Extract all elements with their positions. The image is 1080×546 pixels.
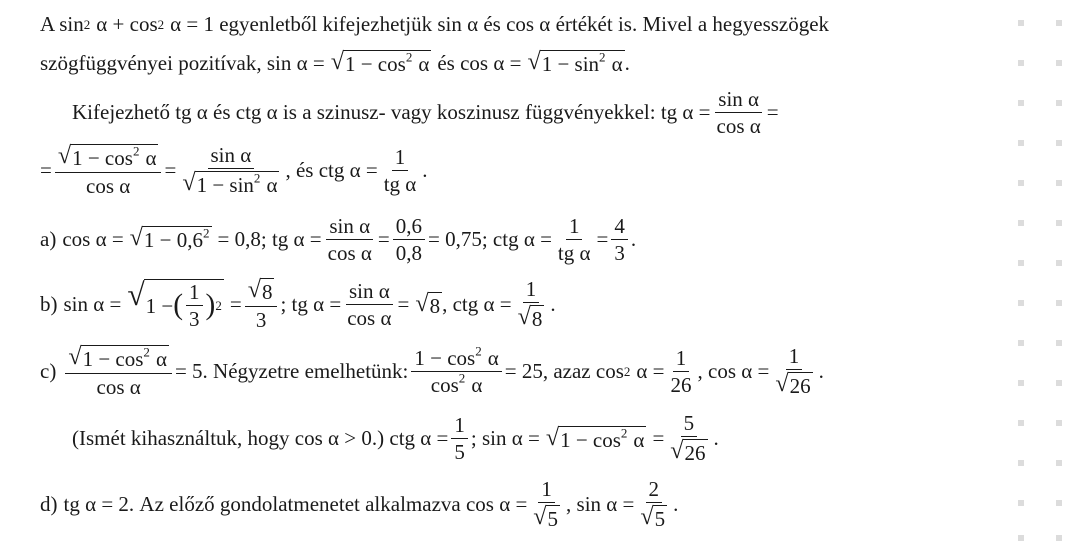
text: = — [652, 426, 665, 451]
text: . — [624, 50, 630, 75]
exercise-a — [40, 215, 636, 264]
text: , ctg α = — [442, 292, 512, 317]
paragraph-tangent — [72, 88, 779, 137]
text: . — [713, 426, 719, 451]
text: = — [164, 158, 177, 183]
fraction: $\frac{1}{\text{tg α}}$ — [383, 145, 417, 197]
text: . — [550, 292, 556, 317]
fraction: $\frac{1}{26}$ — [670, 346, 692, 398]
text: cos α = — [62, 227, 124, 252]
exercise-label: d) — [40, 492, 58, 517]
fraction: √ $1 - \cos^2 \alpha$ cos α — [55, 144, 162, 197]
text: . — [422, 158, 428, 183]
fraction: $\frac{\text{sin α}}{\text{cos α}}$ — [327, 214, 372, 266]
fraction: $\frac{4}{3}$ — [611, 215, 628, 264]
text: = — [766, 100, 779, 125]
sqrt-expression: √ $1 - 0,6^2$ — [129, 224, 210, 253]
sqrt-expression: √ 8 — [415, 289, 441, 318]
fraction: $\frac{1 - \cos^2 \alpha}{\cos^2 \alpha}$ — [411, 347, 501, 396]
text: α + cos — [96, 12, 158, 36]
text: = — [596, 227, 609, 252]
paragraph-tangent-cont — [40, 144, 428, 197]
exercise-label: c) — [40, 359, 57, 384]
text: = — [377, 227, 390, 252]
text: szögfüggvényei pozitívak, sin α = — [40, 50, 325, 75]
fraction: √ 8 3 — [245, 278, 278, 331]
fraction: 1 √ 8 — [517, 277, 543, 332]
fraction: $\frac{\text{sin α}}{\text{cos α}}$ — [716, 87, 761, 139]
text: ; sin α = — [470, 426, 540, 451]
text: . — [818, 359, 824, 384]
fraction: 1 √ 26 — [775, 344, 811, 399]
paragraph-identity: A sin 2 α + cos 2 α = 1 egyenletből kifejezhetjük sin α és cos α értékét is. Mivel a hegyesszögek — [40, 12, 830, 36]
paragraph-positive — [40, 50, 630, 76]
sqrt-expression: √ $1 - \cos^2 \alpha$ — [545, 423, 645, 452]
fraction: $\frac{\text{sin α}}{\text{cos α}}$ — [347, 279, 392, 331]
fraction: $\frac{1}{5}$ — [451, 414, 468, 463]
text: α = — [636, 359, 665, 384]
text: A sin — [40, 12, 84, 36]
text: Kifejezhető tg α és ctg α is a szinusz- vagy koszinusz függvényekkel: tg α = — [72, 100, 711, 125]
fraction: 1 √ 5 — [533, 477, 559, 532]
fraction: 2 √ 5 — [640, 477, 666, 532]
text: = 0,8; tg α = — [217, 227, 322, 252]
sqrt-expression: √ $1 - \sin^2 \alpha$ — [527, 48, 623, 76]
fraction: $\frac{1}{\text{tg α}}$ — [557, 214, 591, 266]
text: . — [673, 492, 679, 517]
text: , sin α = — [566, 492, 635, 517]
text: = 25, azaz cos — [504, 359, 624, 384]
text: . — [630, 227, 637, 252]
text: sin α = — [63, 292, 122, 317]
exercise-c: c) √ $1 - \cos^2 \alpha$ cos α = 5. Négyzetre emelhetünk: $\frac{1 - \cos^2 \alpha}{\cos^2 \alpha}$ = 25, azaz cos 2 α = $\frac{1}{26}$ , cos α = 1 √ 26 . — [40, 343, 824, 400]
exercise-c-cont — [72, 412, 719, 465]
text: = — [229, 292, 242, 317]
text: = — [40, 158, 52, 183]
exercise-d — [40, 478, 678, 531]
text: , és ctg α = — [285, 158, 378, 183]
text: tg α = 2. Az előző gondolatmenetet alkalmazva cos α = — [63, 492, 528, 517]
text: = — [397, 292, 410, 317]
sqrt-expression: √ 1 − ( $\frac{1}{3}$ ) 2 — [127, 277, 222, 332]
text: , cos α = — [697, 359, 770, 384]
exercise-label: a) — [40, 227, 57, 252]
exercise-label: b) — [40, 292, 58, 317]
margin-decoration — [1012, 0, 1080, 546]
fraction: √ $1 - \cos^2 \alpha$ cos α — [65, 345, 172, 398]
fraction: sin α √ $1 - \sin^2 \alpha$ — [182, 143, 278, 198]
exercise-b — [40, 278, 556, 331]
text: ; tg α = — [280, 292, 342, 317]
text: = 0,75; ctg α = — [427, 227, 552, 252]
text: α = 1 egyenletből kifejezhetjük sin α és cos α értékét is. Mivel a hegyesszögek — [170, 12, 830, 36]
fraction: $\frac{0,6}{0,8}$ — [393, 215, 425, 264]
text: = 5. Négyzetre emelhetünk: — [174, 359, 409, 384]
text: és cos α = — [437, 50, 522, 75]
text: (Ismét kihasználtuk, hogy cos α > 0.) ctg α = — [72, 426, 449, 451]
sqrt-expression: √ $1 - \cos^2 \alpha$ — [330, 48, 430, 76]
fraction: 5 √ 26 — [670, 411, 706, 466]
